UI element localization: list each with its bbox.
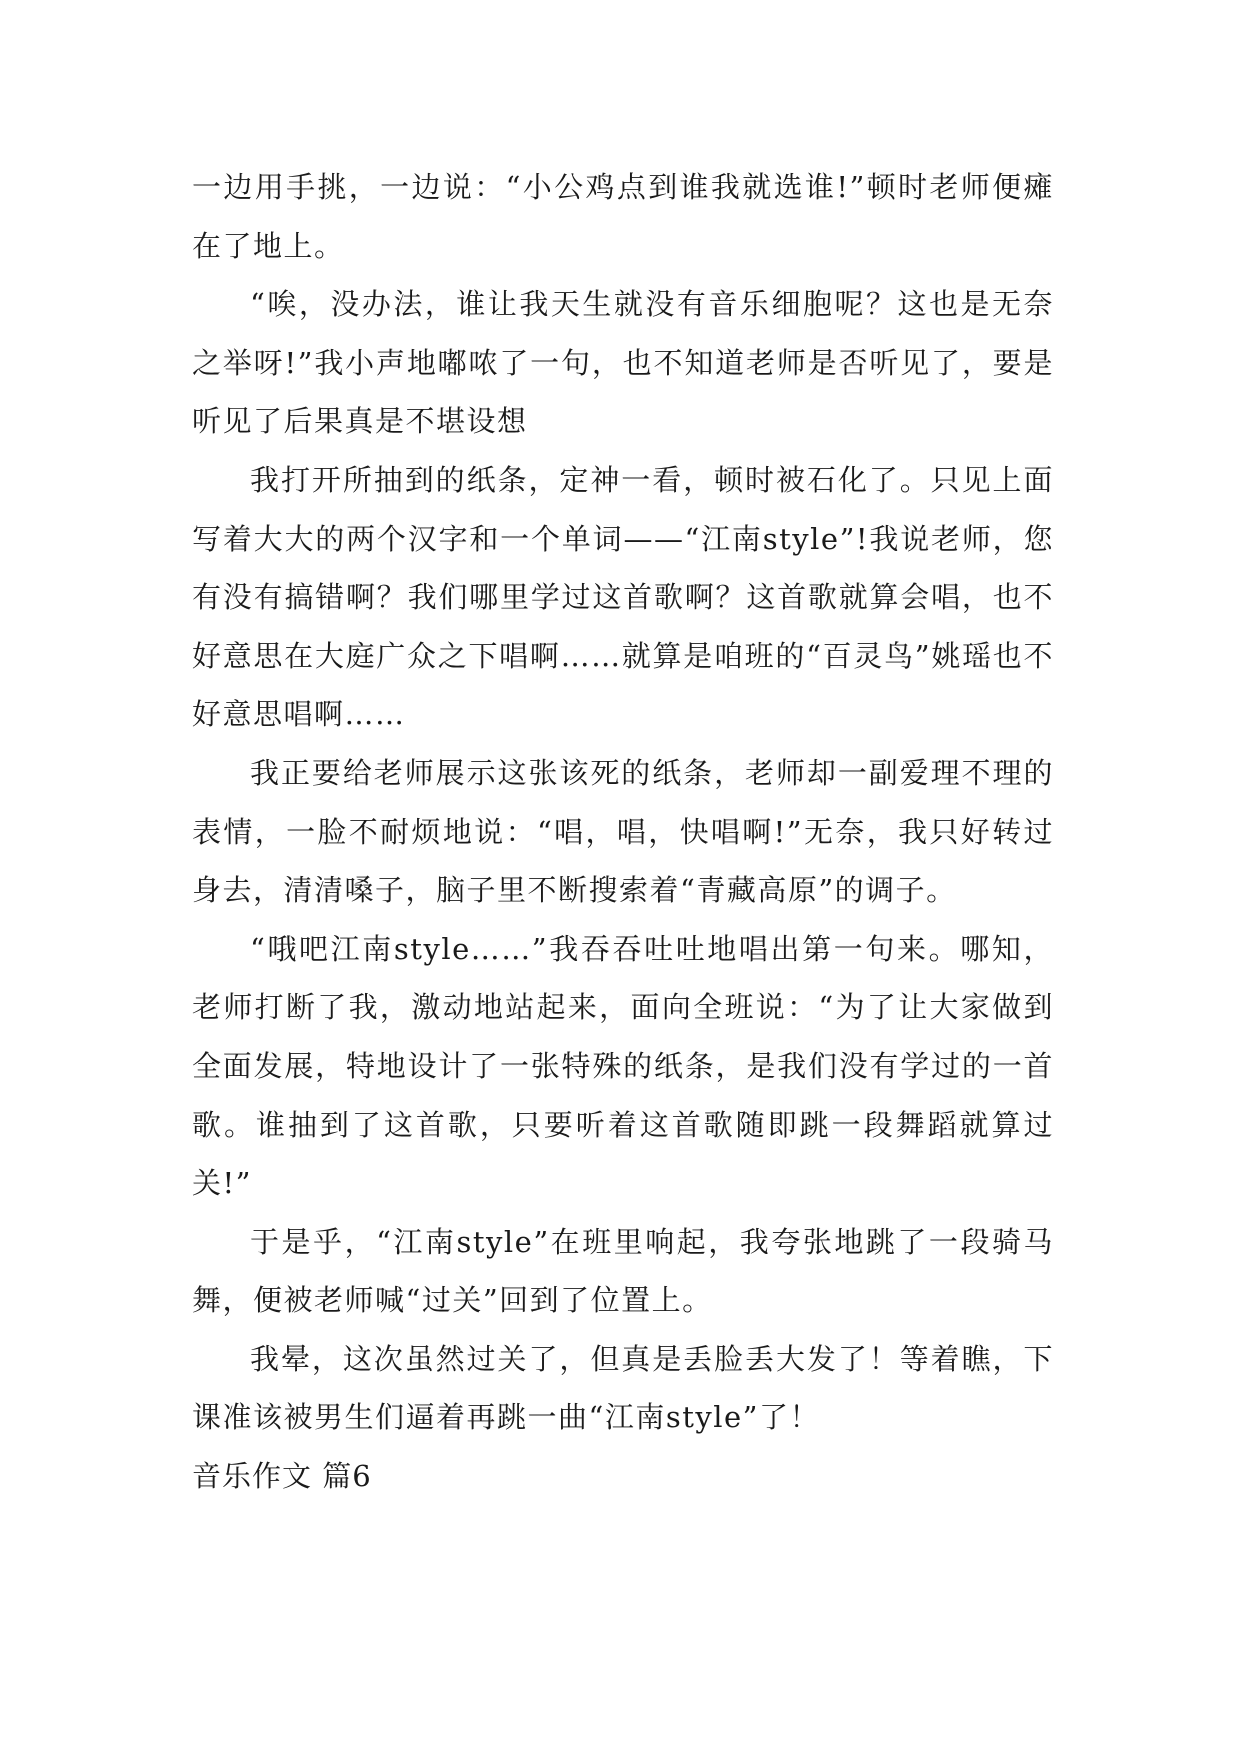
paragraph: 我正要给老师展示这张该死的纸条，老师却一副爱理不理的表情，一脸不耐烦地说：“唱，唱，快唱啊!”无奈，我只好转过身去，清清嗓子，脑子里不断搜索着“青藏高原”的调子。 [192, 755, 1054, 908]
paragraph: “唉，没办法，谁让我天生就没有音乐细胞呢？这也是无奈之举呀!”我小声地嘟哝了一句，也不知道老师是否听见了，要是听见了后果真是不堪设想 [192, 287, 1054, 439]
paragraph-continued: 一边用手挑，一边说：“小公鸡点到谁我就选谁!”顿时老师便瘫在了地上。 [192, 170, 1054, 263]
document-body [192, 158, 1054, 1506]
section-heading: 音乐作文 篇6 [192, 1459, 372, 1494]
paragraph: “哦吧江南style……”我吞吞吐吐地唱出第一句来。哪知，老师打断了我，激动地站起来，面向全班说：“为了让大家做到全面发展，特地设计了一张特殊的纸条，是我们没有学过的一首歌。谁抽到了这首歌，只要听着这首歌随即跳一段舞蹈就算过关!” [192, 931, 1054, 1201]
paragraph: 我打开所抽到的纸条，定神一看，顿时被石化了。只见上面写着大大的两个汉字和一个单词——“江南style”!我说老师，您有没有搞错啊？我们哪里学过这首歌啊？这首歌就算会唱，也不好意思在大庭广众之下唱啊……就算是咱班的“百灵鸟”姚瑶也不好意思唱啊…… [192, 462, 1054, 732]
paragraph: 于是乎，“江南style”在班里响起，我夸张地跳了一段骑马舞，便被老师喊“过关”回到了位置上。 [192, 1224, 1054, 1318]
paragraph: 我晕，这次虽然过关了，但真是丢脸丢大发了！等着瞧，下课准该被男生们逼着再跳一曲“江南style”了！ [192, 1341, 1054, 1435]
